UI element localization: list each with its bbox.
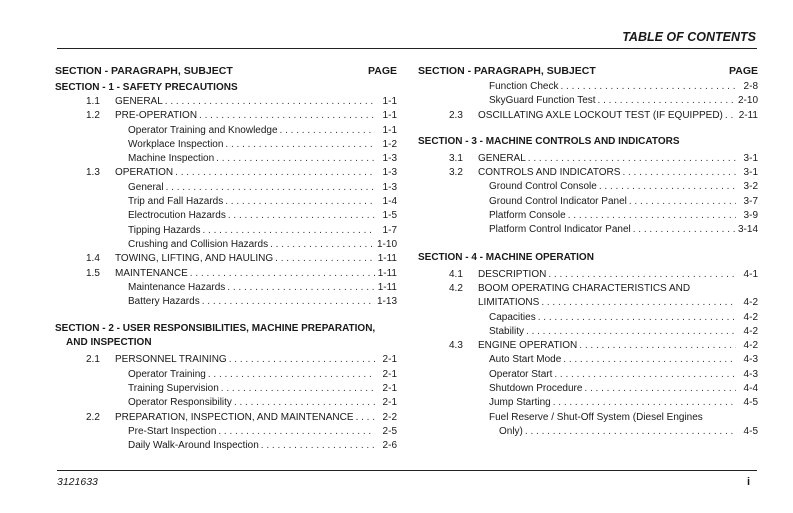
entry-page: 3-14 xyxy=(737,224,758,236)
entry-title: Operator Training xyxy=(128,368,206,380)
toc-entry[interactable] xyxy=(55,124,397,138)
leader-dots xyxy=(548,268,736,282)
entry-title: Ground Control Console xyxy=(489,181,597,193)
leader-dots xyxy=(525,425,736,439)
entry-title: Fuel Reserve / Shut-Off System (Diesel Engines xyxy=(489,411,703,423)
toc-right-column xyxy=(418,64,758,439)
entry-number: 2.2 xyxy=(86,411,100,423)
entry-title: Auto Start Mode xyxy=(489,354,562,366)
entry-page: 1-13 xyxy=(376,296,397,308)
toc-entry[interactable] xyxy=(418,282,758,296)
toc-entry[interactable] xyxy=(418,353,758,367)
entry-title: GENERAL xyxy=(115,96,163,107)
entry-title: Platform Console xyxy=(489,210,566,222)
entry-title: Training Supervision xyxy=(128,383,219,395)
header-rule xyxy=(57,48,757,49)
entry-page: 1-7 xyxy=(382,224,397,236)
toc-entry[interactable] xyxy=(418,325,758,339)
leader-dots xyxy=(225,195,375,209)
toc-entry[interactable] xyxy=(55,368,397,382)
entry-title: Function Check xyxy=(489,81,559,92)
entry-page: 1-1 xyxy=(382,124,397,136)
toc-entry[interactable] xyxy=(418,94,758,108)
toc-entry[interactable] xyxy=(55,281,397,295)
document-number: 3121633 xyxy=(57,476,98,488)
entry-page: 2-1 xyxy=(382,383,397,395)
entry-page: 4-2 xyxy=(743,340,758,352)
leader-dots xyxy=(166,181,375,195)
toc-entry[interactable] xyxy=(418,180,758,194)
entry-title: BOOM OPERATING CHARACTERISTICS AND xyxy=(478,282,691,294)
entry-title: Stability xyxy=(489,325,525,337)
section-3-title: SECTION - 3 - MACHINE CONTROLS AND INDICATORS xyxy=(418,135,680,147)
leader-dots xyxy=(560,80,736,94)
footer-rule xyxy=(57,470,757,471)
entry-title: Capacities xyxy=(489,311,536,323)
entry-number: 1.1 xyxy=(86,96,100,107)
heading-label: SECTION - PARAGRAPH, SUBJECT xyxy=(418,65,596,77)
entry-number: 1.4 xyxy=(86,253,100,265)
toc-entry[interactable] xyxy=(418,152,758,166)
entry-page: 1-3 xyxy=(382,181,397,193)
leader-dots xyxy=(538,311,736,325)
entry-page: 3-1 xyxy=(743,167,758,179)
entry-page: 1-1 xyxy=(382,110,397,122)
section-3-entries xyxy=(418,152,758,238)
leader-dots xyxy=(599,180,736,194)
toc-entry[interactable] xyxy=(55,224,397,238)
page-number: i xyxy=(746,476,750,488)
entry-page: 1-10 xyxy=(376,238,397,250)
toc-entry[interactable] xyxy=(55,95,397,109)
entry-page: 3-9 xyxy=(743,210,758,222)
entry-title: MAINTENANCE xyxy=(115,267,188,279)
entry-title: CONTROLS AND INDICATORS xyxy=(478,167,621,179)
entry-page: 2-5 xyxy=(382,425,397,437)
entry-title: Shutdown Procedure xyxy=(489,383,583,395)
leader-dots xyxy=(175,166,375,180)
toc-entry[interactable] xyxy=(418,311,758,325)
entry-number: 2.3 xyxy=(449,109,463,121)
toc-entry[interactable] xyxy=(418,382,758,396)
entry-title: Operator Responsibility xyxy=(128,397,232,409)
leader-dots xyxy=(202,295,375,309)
leader-dots xyxy=(568,209,736,223)
entry-title: OSCILLATING AXLE LOCKOUT TEST (IF EQUIPPED) xyxy=(478,109,723,121)
entry-page: 2-2 xyxy=(382,411,397,423)
entry-number: 1.3 xyxy=(86,167,100,179)
toc-entry[interactable] xyxy=(418,268,758,282)
entry-number: 3.2 xyxy=(449,167,463,179)
leader-dots xyxy=(622,166,736,180)
toc-entry[interactable] xyxy=(55,382,397,396)
entry-page: 1-3 xyxy=(382,153,397,165)
leader-dots xyxy=(553,396,736,410)
entry-page: 4-3 xyxy=(743,368,758,380)
entry-title: Daily Walk-Around Inspection xyxy=(128,440,259,452)
entry-page: 3-7 xyxy=(743,195,758,207)
entry-page: 1-4 xyxy=(382,196,397,208)
section-2-title-line1: SECTION - 2 - USER RESPONSIBILITIES, MACHINE PREPARATION, xyxy=(55,323,376,335)
leader-dots xyxy=(633,223,736,237)
entry-title: Pre-Start Inspection xyxy=(128,425,217,437)
leader-dots xyxy=(584,382,736,396)
toc-entry[interactable] xyxy=(55,109,397,123)
entry-title: TOWING, LIFTING, AND HAULING xyxy=(115,253,274,265)
entry-title: General xyxy=(128,181,164,193)
leader-dots xyxy=(202,224,375,238)
spacer xyxy=(55,309,397,322)
toc-entry[interactable] xyxy=(55,166,397,180)
toc-entry[interactable] xyxy=(418,209,758,223)
entry-number: 3.1 xyxy=(449,152,463,164)
entry-number: 4.3 xyxy=(449,340,463,352)
entry-page: 4-2 xyxy=(743,297,758,309)
spacer xyxy=(418,123,758,135)
entry-page: 4-2 xyxy=(743,325,758,337)
entry-page: 2-11 xyxy=(738,109,758,121)
toc-entry[interactable] xyxy=(55,252,397,266)
toc-entry[interactable] xyxy=(55,238,397,252)
leader-dots xyxy=(270,238,375,252)
leader-dots xyxy=(208,368,375,382)
leader-dots xyxy=(227,281,375,295)
leader-dots xyxy=(526,325,736,339)
entry-title: Maintenance Hazards xyxy=(128,281,226,293)
leader-dots xyxy=(598,94,736,108)
entry-page: 4-4 xyxy=(743,383,758,395)
leader-dots xyxy=(528,152,736,166)
entry-title: Tipping Hazards xyxy=(128,224,201,236)
leader-dots xyxy=(229,353,375,367)
entry-page: 3-1 xyxy=(743,152,758,164)
entry-page: 2-6 xyxy=(382,440,397,452)
toc-left-column xyxy=(55,64,397,454)
leader-dots xyxy=(356,411,375,425)
section-1-title: SECTION - 1 - SAFETY PRECAUTIONS xyxy=(55,82,238,93)
leader-dots xyxy=(563,353,736,367)
entry-page: 2-8 xyxy=(743,81,758,92)
entry-page: 4-5 xyxy=(743,397,758,409)
entry-title: GENERAL xyxy=(478,152,526,164)
leader-dots xyxy=(228,209,375,223)
toc-entry[interactable] xyxy=(418,296,758,310)
section-1-entries xyxy=(55,95,397,309)
entry-title: DESCRIPTION xyxy=(478,268,547,280)
toc-entry[interactable] xyxy=(55,138,397,152)
section-4-title: SECTION - 4 - MACHINE OPERATION xyxy=(418,251,594,263)
leader-dots xyxy=(629,195,736,209)
toc-entry[interactable] xyxy=(418,109,758,123)
leader-dots xyxy=(165,95,375,109)
leader-dots xyxy=(190,267,375,281)
leader-dots xyxy=(280,124,375,138)
entry-title: Operator Training and Knowledge xyxy=(128,124,278,136)
toc-entry[interactable] xyxy=(418,166,758,180)
toc-entry[interactable] xyxy=(55,181,397,195)
entry-page: 2-1 xyxy=(382,368,397,380)
leader-dots xyxy=(218,425,375,439)
toc-entry[interactable] xyxy=(55,353,397,367)
leader-dots xyxy=(579,339,736,353)
leader-dots xyxy=(554,368,736,382)
entry-page: 1-11 xyxy=(377,253,397,265)
entry-title: Machine Inspection xyxy=(128,153,215,165)
leader-dots xyxy=(199,109,375,123)
page-label: PAGE xyxy=(368,65,397,77)
entry-title: LIMITATIONS xyxy=(478,297,540,309)
toc-entry[interactable] xyxy=(418,339,758,353)
entry-page: 1-2 xyxy=(382,138,397,150)
toc-entry[interactable] xyxy=(418,425,758,439)
entry-title: Ground Control Indicator Panel xyxy=(489,195,627,207)
toc-entry[interactable] xyxy=(55,411,397,425)
entry-page: 4-2 xyxy=(743,311,758,323)
section-2-title-line2: AND INSPECTION xyxy=(66,337,152,349)
entry-title: PREPARATION, INSPECTION, AND MAINTENANCE xyxy=(115,411,354,423)
entry-page: 1-3 xyxy=(382,167,397,179)
entry-title: SkyGuard Function Test xyxy=(489,95,596,107)
entry-title: Only) xyxy=(499,425,523,437)
entry-title: Electrocution Hazards xyxy=(128,210,226,222)
leader-dots xyxy=(221,382,375,396)
entry-number: 2.1 xyxy=(86,354,100,366)
entry-page: 1-5 xyxy=(382,210,397,222)
entry-title: PRE-OPERATION xyxy=(115,110,198,122)
leader-dots xyxy=(725,109,736,123)
entry-title: Platform Control Indicator Panel xyxy=(489,224,631,236)
toc-entry[interactable] xyxy=(418,411,758,425)
entry-title: PERSONNEL TRAINING xyxy=(115,354,227,366)
page-label: PAGE xyxy=(729,65,758,77)
entry-number: 4.2 xyxy=(449,282,463,294)
toc-entry[interactable] xyxy=(55,152,397,166)
entry-page: 2-10 xyxy=(737,95,758,107)
section-4-entries-a xyxy=(418,268,758,282)
toc-entry[interactable] xyxy=(55,396,397,410)
entry-title: Trip and Fall Hazards xyxy=(128,196,224,208)
toc-entry[interactable] xyxy=(418,80,758,94)
entry-page: 1-11 xyxy=(377,267,397,279)
toc-entry[interactable] xyxy=(418,396,758,410)
entry-title: ENGINE OPERATION xyxy=(478,340,578,352)
entry-page: 3-2 xyxy=(743,181,758,193)
entry-page: 4-1 xyxy=(743,268,758,280)
toc-entry[interactable] xyxy=(55,295,397,309)
toc-entry[interactable] xyxy=(418,223,758,237)
leader-dots xyxy=(541,296,736,310)
entry-page: 1-11 xyxy=(377,281,397,293)
entry-number: 1.5 xyxy=(86,267,100,279)
entry-title: Jump Starting xyxy=(489,397,551,409)
toc-entry[interactable] xyxy=(55,267,397,281)
toc-entry[interactable] xyxy=(55,439,397,453)
toc-entry[interactable] xyxy=(418,195,758,209)
section-2-entries xyxy=(55,353,397,453)
page-header-title: TABLE OF CONTENTS xyxy=(622,30,756,44)
continued-entries xyxy=(418,80,758,123)
spacer xyxy=(418,238,758,251)
entry-title: Operator Start xyxy=(489,368,553,380)
leader-dots xyxy=(275,252,375,266)
column-heading xyxy=(55,64,397,78)
leader-dots xyxy=(234,396,375,410)
leader-dots xyxy=(261,439,375,453)
leader-dots xyxy=(216,152,375,166)
entry-page: 1-1 xyxy=(382,96,397,107)
entry-title: Workplace Inspection xyxy=(128,138,224,150)
entry-page: 2-1 xyxy=(382,354,397,366)
heading-label: SECTION - PARAGRAPH, SUBJECT xyxy=(55,65,233,77)
leader-dots xyxy=(225,138,375,152)
entry-title: OPERATION xyxy=(115,167,174,179)
toc-entry[interactable] xyxy=(418,368,758,382)
toc-entry[interactable] xyxy=(55,209,397,223)
entry-title: Crushing and Collision Hazards xyxy=(128,238,269,250)
toc-entry[interactable] xyxy=(55,425,397,439)
column-heading xyxy=(418,64,758,78)
entry-page: 2-1 xyxy=(382,397,397,409)
toc-entry[interactable] xyxy=(55,195,397,209)
entry-page: 4-3 xyxy=(743,354,758,366)
section-4-entries-b xyxy=(418,311,758,411)
entry-number: 1.2 xyxy=(86,110,100,122)
entry-title: Battery Hazards xyxy=(128,296,200,308)
entry-number: 4.1 xyxy=(449,268,463,280)
entry-page: 4-5 xyxy=(743,425,758,437)
